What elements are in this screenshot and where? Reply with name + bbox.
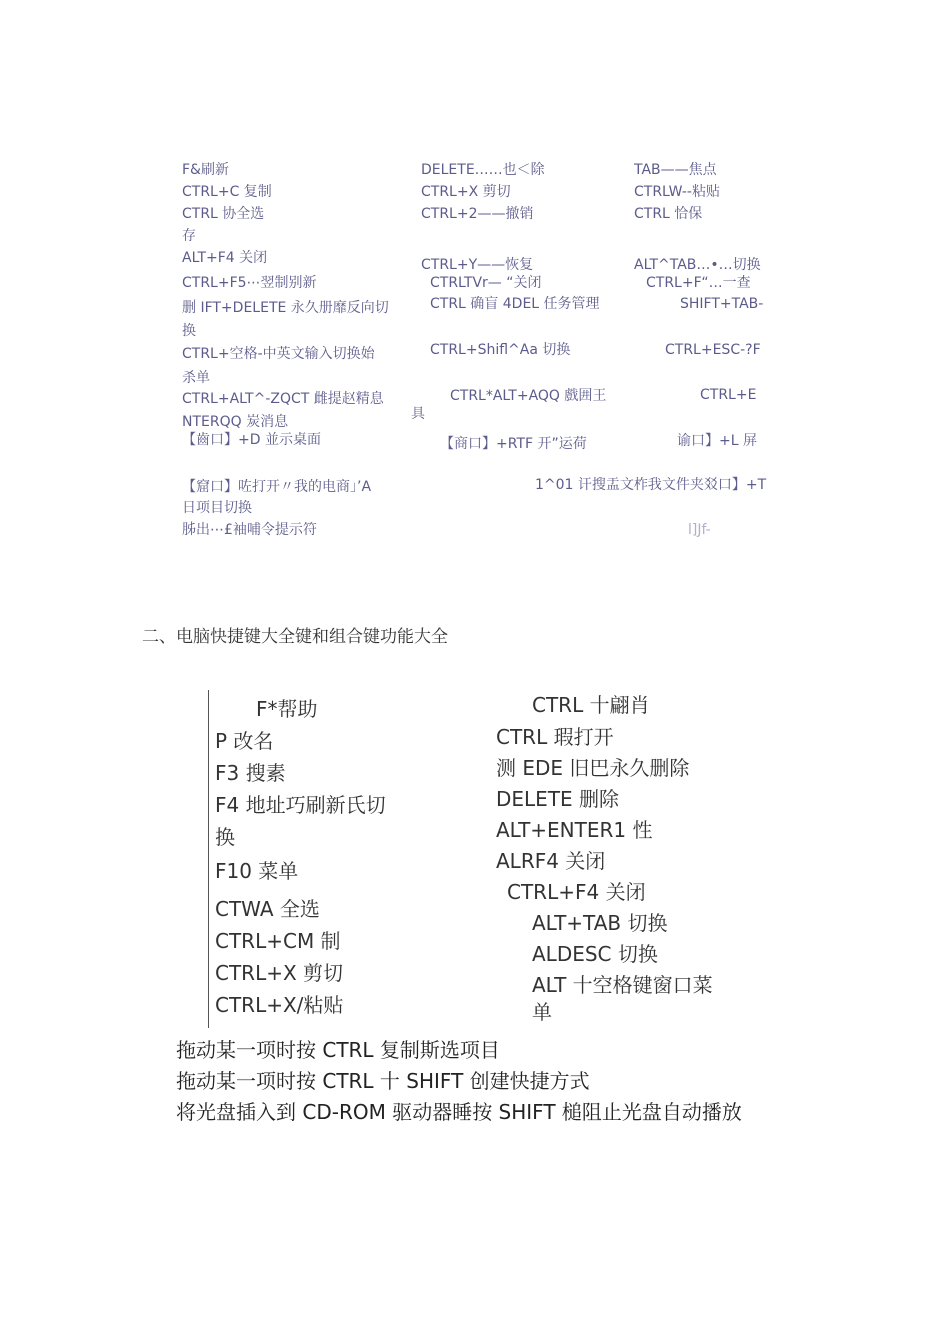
table-cell: CTRL 确盲 4DEL 任务管理 [430, 296, 600, 312]
table-cell: CTRL+空格-中英文输入切换始 [182, 346, 375, 362]
table-cell: CTRL+X 剪切 [421, 184, 511, 200]
list-item: ALDESC 切换 [532, 942, 658, 966]
list-item: ALT 十空格键窗口菜 [532, 973, 713, 997]
table-cell: CTRL 恰保 [634, 206, 703, 222]
table-cell: CTRL+2——撤销 [421, 206, 534, 222]
table-cell: l]Jf- [688, 522, 711, 538]
table-cell: CTRLTVr— “关闭 [430, 275, 542, 291]
table-cell: 【窟口】咗打开〃我的电商」’A [182, 479, 372, 495]
table-cell: DELETE……也＜除 [421, 162, 545, 178]
table-cell: CTRL+F“…一查 [646, 275, 751, 291]
list-item: F3 搜素 [215, 761, 286, 785]
bottom-line: 拖动某一项时按 CTRL 复制斯选项目 [176, 1038, 500, 1062]
table-cell: 【商口】+RTF 开”运荷 [440, 436, 587, 452]
table-cell: ALT+F4 关闭 [182, 250, 268, 266]
table-cell: TAB——焦点 [634, 162, 717, 178]
list-item: CTRL+X 剪切 [215, 961, 344, 985]
table-cell: 杀单 [182, 370, 210, 386]
table-cell: ALT^TAB…•…切换 [634, 257, 761, 273]
bottom-line: 拖动某一项时按 CTRL 十 SHIFT 创建快捷方式 [176, 1069, 590, 1093]
list-item: 换 [215, 825, 235, 849]
list-item: CTRL+X/粘贴 [215, 993, 344, 1017]
list-item: ALT+ENTER1 性 [496, 818, 653, 842]
table-cell: F&刷新 [182, 162, 229, 178]
table-cell: 存 [182, 228, 196, 244]
list-item: CTRL 十翩肖 [532, 693, 650, 717]
table-cell: CTRLW--粘贴 [634, 184, 720, 200]
list-item: 测 EDE 旧巴永久删除 [496, 756, 690, 780]
table-cell: 换 [182, 323, 196, 339]
list-item: F*帮助 [256, 697, 318, 721]
list-item: ALT+TAB 切换 [532, 911, 668, 935]
table-cell: 【齒口】+D 並示桌面 [182, 432, 321, 448]
list-item: F10 菜单 [215, 859, 299, 883]
list-item: 单 [532, 1000, 552, 1024]
list-item: DELETE 删除 [496, 787, 620, 811]
list-item: P 改名 [215, 729, 274, 753]
table-cell: 删 IFT+DELETE 永久册靡反向切 [182, 300, 389, 316]
table-cell: CTRL+ESC-?F [665, 342, 761, 358]
table-cell: 具 [411, 406, 425, 422]
table-cell: CTRL 协全选 [182, 206, 265, 222]
table-cell: CTRL+Y——恢复 [421, 257, 534, 273]
table-cell: 胏出⋯£袖哺令提示符 [182, 522, 317, 538]
list-item: CTWA 全选 [215, 897, 320, 921]
list-item: CTRL+CM 制 [215, 929, 341, 953]
table-cell: CTRL+F5⋯翌制别新 [182, 275, 317, 291]
table-cell: CTRL+E [700, 387, 757, 403]
table-cell: SHIFT+TAB- [680, 296, 764, 312]
table-cell: 谕口】+L 屏 [677, 433, 757, 449]
table-cell: 1^01 讦搜盂文柞我文件夹㸚口】+T [535, 477, 767, 493]
table-cell: CTRL+ALT^-ZQCT 雌提赵精息 [182, 391, 384, 407]
bottom-line: 将光盘插入到 CD-ROM 驱动器睡按 SHIFT 槌阻止光盘自动播放 [176, 1100, 742, 1124]
list-item: ALRF4 关闭 [496, 849, 606, 873]
list-item: F4 地址巧刷新氏切 [215, 793, 386, 817]
table-cell: CTRL+C 复制 [182, 184, 272, 200]
divider-line [208, 690, 209, 1028]
list-item: CTRL+F4 关闭 [507, 880, 646, 904]
table-cell: CTRL*ALT+AQQ 戲囲王 [450, 388, 607, 404]
table-cell: CTRL+Shifl^Aa 切换 [430, 342, 571, 358]
section-heading: 二、电脑快捷键大全键和组合键功能大全 [142, 627, 448, 647]
list-item: CTRL 瑕打开 [496, 725, 614, 749]
table-cell: NTERQQ 炭消息 [182, 414, 289, 430]
table-cell: 日项目切换 [182, 500, 252, 516]
